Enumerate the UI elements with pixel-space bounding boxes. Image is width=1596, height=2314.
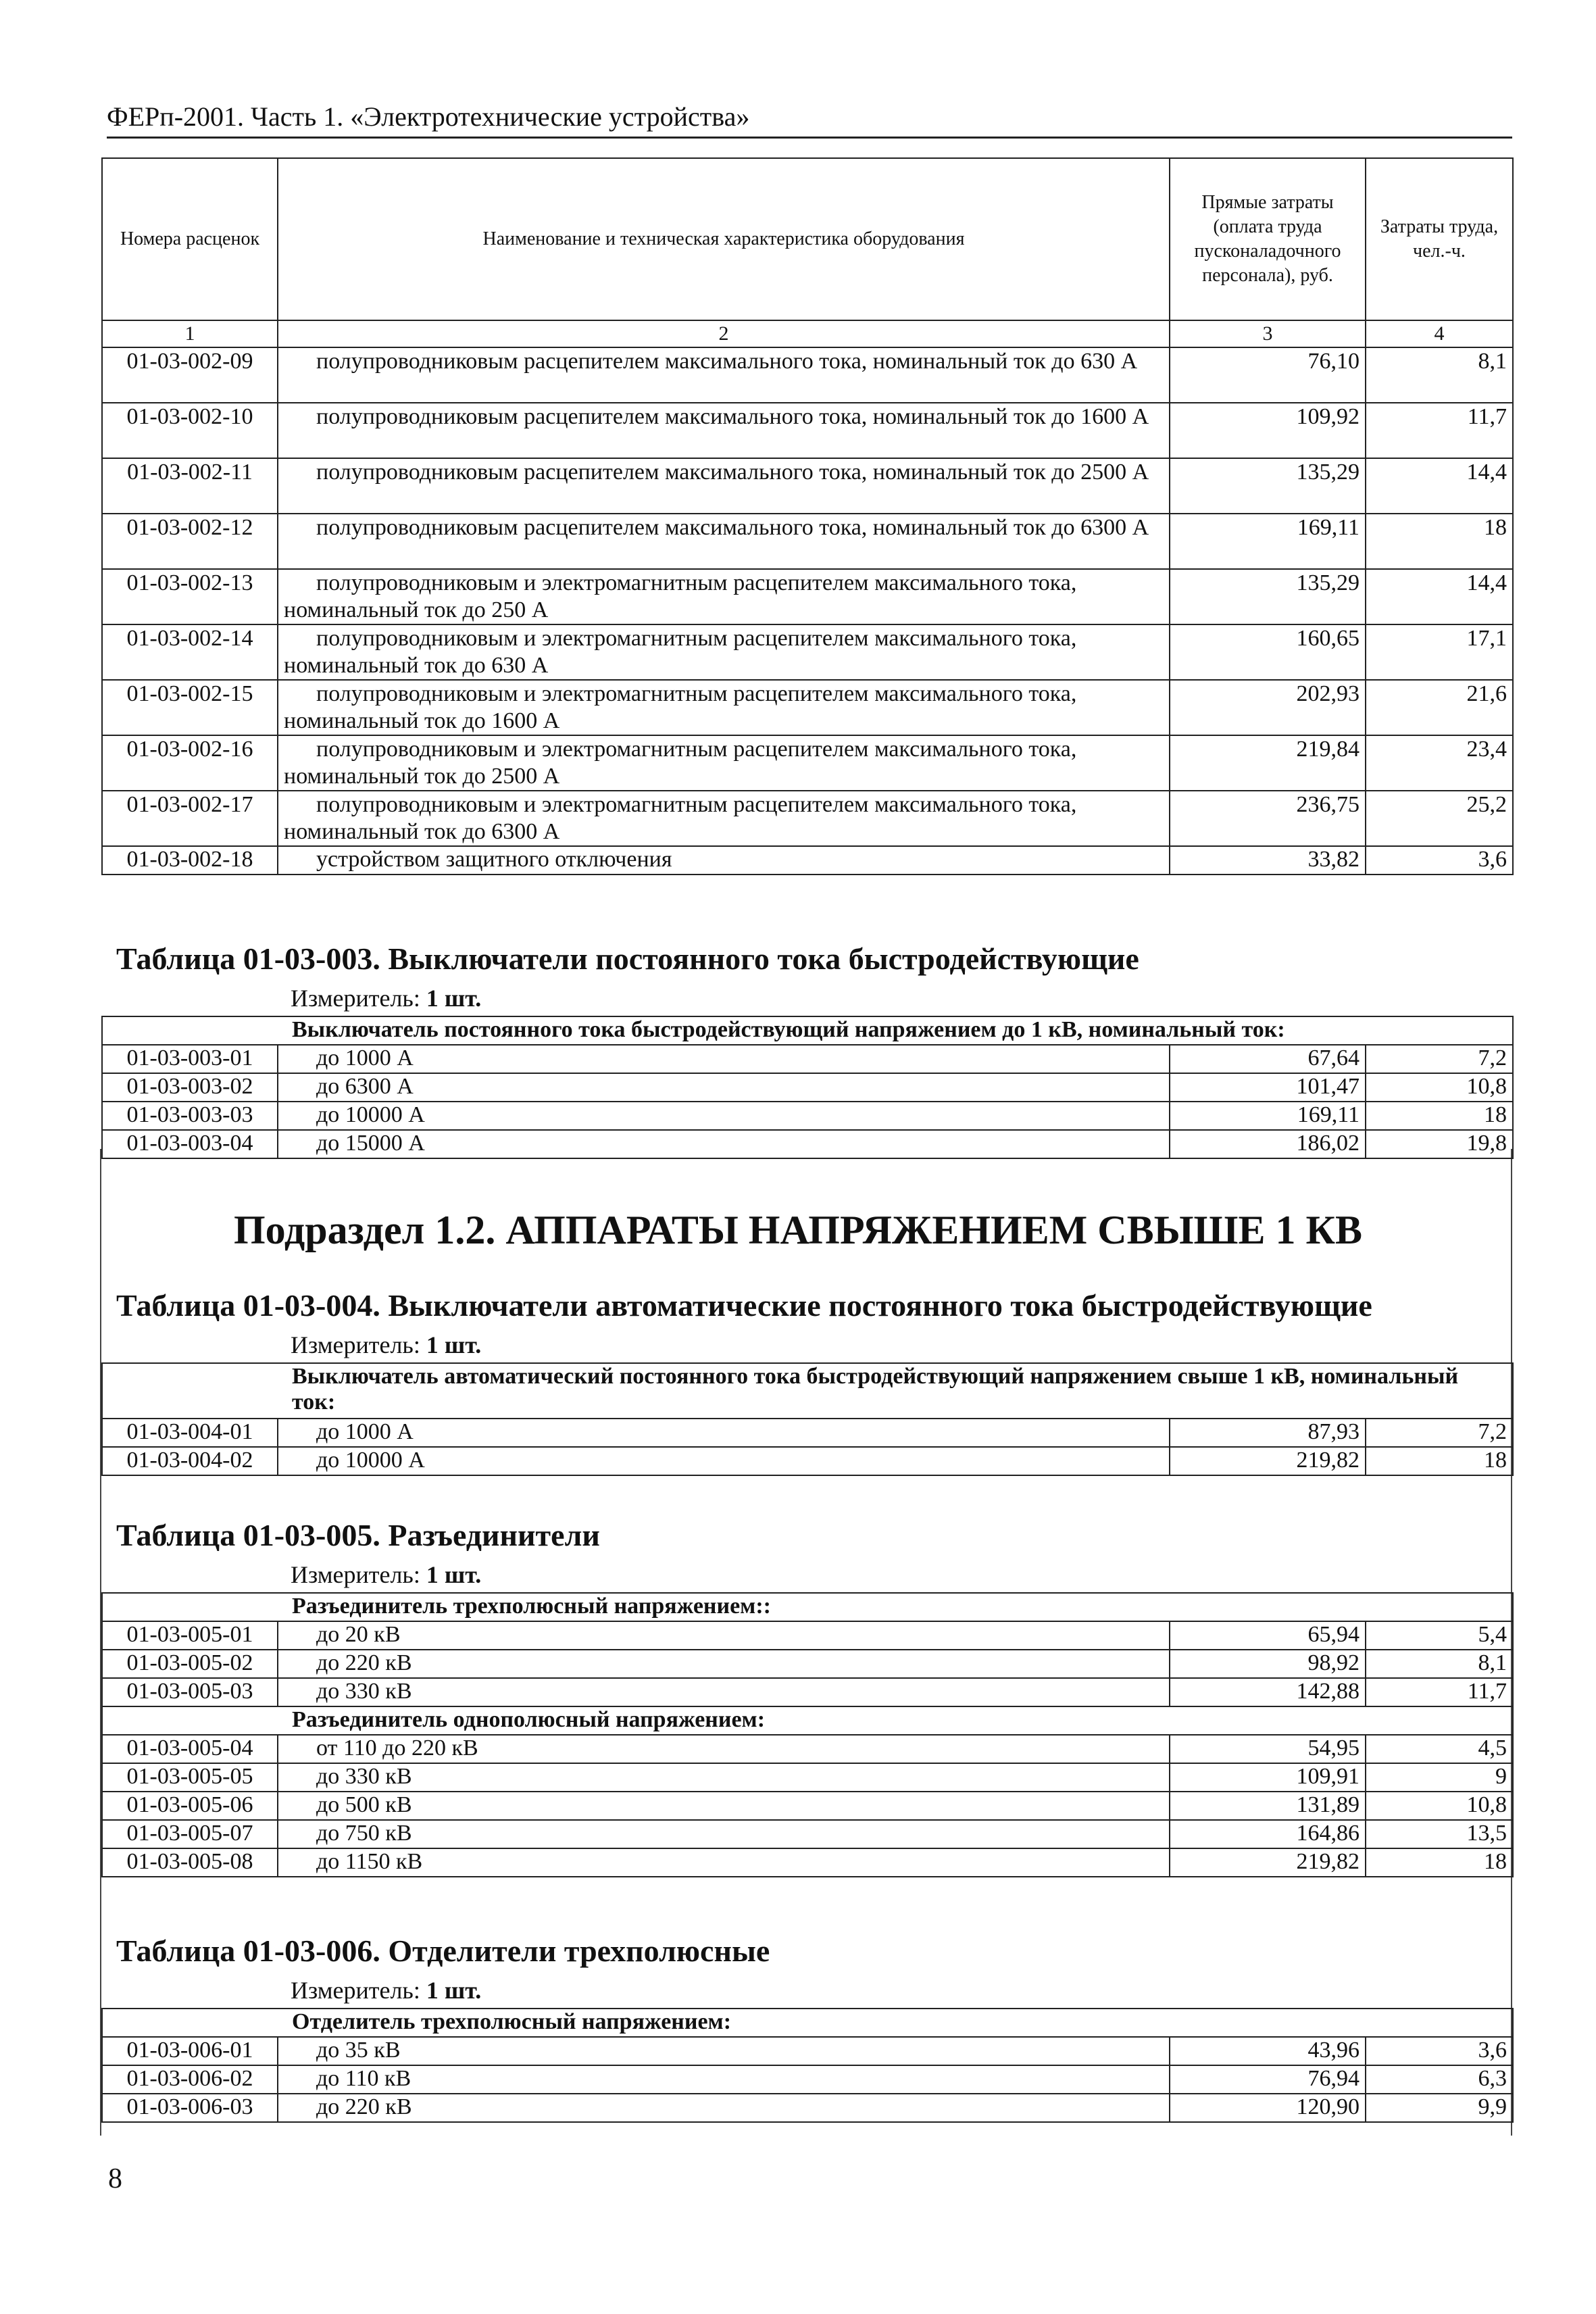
rate-labor: 5,4	[1366, 1621, 1513, 1650]
rate-cost: 109,91	[1170, 1763, 1366, 1792]
rate-cost: 164,86	[1170, 1820, 1366, 1848]
rate-name: до 20 кВ	[278, 1621, 1170, 1650]
table-006-meter	[291, 1976, 481, 2004]
rate-code: 01-03-005-08	[102, 1848, 278, 1877]
rate-code: 01-03-006-03	[102, 2094, 278, 2122]
group-heading: Отделитель трехполюсный напряжением:	[102, 2009, 1513, 2037]
rate-cost: 202,93	[1170, 680, 1366, 735]
table-row	[102, 1621, 1513, 1650]
rate-name: полупроводниковым и электромагнитным расцепителем максимального тока, номинальный ток до 6300 А	[278, 791, 1170, 846]
page-number: 8	[108, 2163, 122, 2194]
rate-name: полупроводниковым и электромагнитным расцепителем максимального тока, номинальный ток до 630 А	[278, 624, 1170, 680]
table-004-meter	[291, 1331, 481, 1359]
rate-code: 01-03-004-01	[102, 1419, 278, 1447]
rate-labor: 6,3	[1366, 2065, 1513, 2094]
rate-cost: 43,96	[1170, 2037, 1366, 2065]
rate-cost: 87,93	[1170, 1419, 1366, 1447]
table-row	[102, 1792, 1513, 1820]
rate-labor: 18	[1366, 1102, 1513, 1130]
rate-labor: 10,8	[1366, 1073, 1513, 1102]
rate-cost: 131,89	[1170, 1792, 1366, 1820]
rate-code: 01-03-002-15	[102, 680, 278, 735]
table-row	[102, 1045, 1513, 1073]
rate-code: 01-03-002-14	[102, 624, 278, 680]
rate-name: до 220 кВ	[278, 1650, 1170, 1678]
rate-labor: 4,5	[1366, 1735, 1513, 1763]
table-row	[102, 1130, 1513, 1158]
table-005-meter	[291, 1560, 481, 1589]
table-row	[102, 846, 1513, 875]
header-cost: Прямые затраты (оплата труда пусконаладочного персонала), руб.	[1170, 158, 1366, 320]
rate-name: до 1000 А	[278, 1419, 1170, 1447]
table-row	[102, 1102, 1513, 1130]
rate-name: полупроводниковым расцепителем максимального тока, номинальный ток до 1600 А	[278, 403, 1170, 458]
table-row	[102, 2065, 1513, 2094]
column-number: 4	[1366, 320, 1513, 347]
rate-cost: 67,64	[1170, 1045, 1366, 1073]
table-row	[102, 1735, 1513, 1763]
table-row	[102, 2037, 1513, 2065]
rate-cost: 169,11	[1170, 1102, 1366, 1130]
rate-labor: 11,7	[1366, 403, 1513, 458]
table-006	[101, 2008, 1514, 2123]
rate-cost: 98,92	[1170, 1650, 1366, 1678]
meter-value: 1 шт.	[426, 1561, 482, 1588]
table-003-meter	[291, 984, 481, 1012]
rate-cost: 54,95	[1170, 1735, 1366, 1763]
table-row	[102, 1678, 1513, 1706]
group-heading: Выключатель постоянного тока быстродействующий напряжением до 1 кВ, номинальный ток:	[102, 1016, 1513, 1045]
rate-code: 01-03-003-03	[102, 1102, 278, 1130]
meter-label: Измеритель:	[291, 1561, 420, 1588]
table-row	[102, 1073, 1513, 1102]
rate-cost: 76,94	[1170, 2065, 1366, 2094]
rate-name: до 6300 А	[278, 1073, 1170, 1102]
table-row	[102, 458, 1513, 514]
table-004-title: Таблица 01-03-004. Выключатели автоматические постоянного тока быстродействующие	[116, 1288, 1372, 1323]
table-row	[102, 735, 1513, 791]
rate-name: полупроводниковым расцепителем максимального тока, номинальный ток до 2500 А	[278, 458, 1170, 514]
meter-value: 1 шт.	[426, 1331, 482, 1358]
rate-cost: 186,02	[1170, 1130, 1366, 1158]
rate-name: до 15000 А	[278, 1130, 1170, 1158]
rate-labor: 14,4	[1366, 569, 1513, 624]
rate-code: 01-03-006-02	[102, 2065, 278, 2094]
rate-labor: 18	[1366, 1848, 1513, 1877]
table-003	[101, 1016, 1514, 1159]
table-row	[102, 1447, 1513, 1475]
rate-cost: 236,75	[1170, 791, 1366, 846]
table-row	[102, 403, 1513, 458]
meter-value: 1 шт.	[426, 985, 482, 1012]
rate-labor: 18	[1366, 1447, 1513, 1475]
rate-name: до 1000 А	[278, 1045, 1170, 1073]
rate-name: до 10000 А	[278, 1102, 1170, 1130]
rate-name: полупроводниковым расцепителем максимального тока, номинальный ток до 6300 А	[278, 514, 1170, 569]
rate-labor: 25,2	[1366, 791, 1513, 846]
table-row	[102, 2094, 1513, 2122]
rate-name: полупроводниковым расцепителем максимального тока, номинальный ток до 630 А	[278, 347, 1170, 403]
rate-labor: 23,4	[1366, 735, 1513, 791]
rate-code: 01-03-004-02	[102, 1447, 278, 1475]
rate-cost: 76,10	[1170, 347, 1366, 403]
meter-value: 1 шт.	[426, 1977, 482, 2004]
rate-labor: 21,6	[1366, 680, 1513, 735]
table-005	[101, 1592, 1514, 1877]
rate-name: от 110 до 220 кВ	[278, 1735, 1170, 1763]
rate-name: до 10000 А	[278, 1447, 1170, 1475]
table-006-title: Таблица 01-03-006. Отделители трехполюсные	[116, 1934, 770, 1968]
table-005-title: Таблица 01-03-005. Разъединители	[116, 1518, 600, 1552]
rate-cost: 33,82	[1170, 846, 1366, 875]
table-row	[102, 624, 1513, 680]
rate-name: полупроводниковым и электромагнитным расцепителем максимального тока, номинальный ток до 1600 А	[278, 680, 1170, 735]
rate-name: устройством защитного отключения	[278, 846, 1170, 875]
meter-label: Измеритель:	[291, 1331, 420, 1358]
meter-label: Измеритель:	[291, 1977, 420, 2004]
page-header: ФЕРп-2001. Часть 1. «Электротехнические устройства»	[107, 101, 1512, 139]
rate-name: до 220 кВ	[278, 2094, 1170, 2122]
rate-cost: 219,84	[1170, 735, 1366, 791]
rate-name: до 330 кВ	[278, 1763, 1170, 1792]
rate-code: 01-03-002-18	[102, 846, 278, 875]
rate-name: до 35 кВ	[278, 2037, 1170, 2065]
rate-name: полупроводниковым и электромагнитным расцепителем максимального тока, номинальный ток до 250 А	[278, 569, 1170, 624]
rate-cost: 109,92	[1170, 403, 1366, 458]
table-row	[102, 1763, 1513, 1792]
rate-labor: 10,8	[1366, 1792, 1513, 1820]
rate-code: 01-03-005-01	[102, 1621, 278, 1650]
rate-cost: 135,29	[1170, 458, 1366, 514]
rate-labor: 8,1	[1366, 347, 1513, 403]
table-row	[102, 680, 1513, 735]
rate-labor: 19,8	[1366, 1130, 1513, 1158]
header-name: Наименование и техническая характеристика оборудования	[278, 158, 1170, 320]
rate-code: 01-03-002-11	[102, 458, 278, 514]
rate-code: 01-03-006-01	[102, 2037, 278, 2065]
rate-labor: 17,1	[1366, 624, 1513, 680]
rate-code: 01-03-005-02	[102, 1650, 278, 1678]
table-row	[102, 1419, 1513, 1447]
group-heading: Выключатель автоматический постоянного тока быстродействующий напряжением свыше 1 кВ, номинальный ток:	[102, 1363, 1513, 1419]
table-003-title: Таблица 01-03-003. Выключатели постоянного тока быстродействующие	[116, 941, 1139, 976]
rate-code: 01-03-002-10	[102, 403, 278, 458]
rate-labor: 11,7	[1366, 1678, 1513, 1706]
rate-labor: 3,6	[1366, 846, 1513, 875]
table-row	[102, 1848, 1513, 1877]
rate-code: 01-03-002-13	[102, 569, 278, 624]
rate-code: 01-03-005-04	[102, 1735, 278, 1763]
rate-name: до 500 кВ	[278, 1792, 1170, 1820]
rate-cost: 219,82	[1170, 1848, 1366, 1877]
table-row	[102, 569, 1513, 624]
subsection-heading: Подраздел 1.2. АППАРАТЫ НАПРЯЖЕНИЕМ СВЫШЕ 1 КВ	[233, 1208, 1362, 1252]
rate-labor: 9,9	[1366, 2094, 1513, 2122]
meter-label: Измеритель:	[291, 985, 420, 1012]
rate-name: полупроводниковым и электромагнитным расцепителем максимального тока, номинальный ток до 2500 А	[278, 735, 1170, 791]
table-row	[102, 514, 1513, 569]
column-number: 2	[278, 320, 1170, 347]
rate-labor: 18	[1366, 514, 1513, 569]
rate-labor: 7,2	[1366, 1419, 1513, 1447]
rate-cost: 65,94	[1170, 1621, 1366, 1650]
rate-code: 01-03-003-01	[102, 1045, 278, 1073]
group-heading: Разъединитель однополюсный напряжением:	[102, 1706, 1513, 1735]
rate-code: 01-03-002-16	[102, 735, 278, 791]
rate-cost: 135,29	[1170, 569, 1366, 624]
rate-code: 01-03-005-07	[102, 1820, 278, 1848]
header-codes: Номера расценок	[102, 158, 278, 320]
group-heading: Разъединитель трехполюсный напряжением::	[102, 1593, 1513, 1621]
rate-cost: 219,82	[1170, 1447, 1366, 1475]
rate-code: 01-03-002-12	[102, 514, 278, 569]
rate-labor: 9	[1366, 1763, 1513, 1792]
rate-labor: 7,2	[1366, 1045, 1513, 1073]
rate-name: до 750 кВ	[278, 1820, 1170, 1848]
rate-name: до 1150 кВ	[278, 1848, 1170, 1877]
column-number: 1	[102, 320, 278, 347]
rate-labor: 3,6	[1366, 2037, 1513, 2065]
rate-labor: 8,1	[1366, 1650, 1513, 1678]
rate-labor: 14,4	[1366, 458, 1513, 514]
rate-code: 01-03-002-17	[102, 791, 278, 846]
main-rates-table	[101, 157, 1514, 875]
table-row	[102, 1650, 1513, 1678]
header-labor: Затраты труда, чел.-ч.	[1366, 158, 1513, 320]
rate-cost: 160,65	[1170, 624, 1366, 680]
rate-code: 01-03-003-04	[102, 1130, 278, 1158]
column-number: 3	[1170, 320, 1366, 347]
rate-code: 01-03-005-06	[102, 1792, 278, 1820]
rate-labor: 13,5	[1366, 1820, 1513, 1848]
table-row	[102, 1820, 1513, 1848]
rate-name: до 330 кВ	[278, 1678, 1170, 1706]
rate-cost: 120,90	[1170, 2094, 1366, 2122]
table-004	[101, 1362, 1514, 1476]
rate-code: 01-03-002-09	[102, 347, 278, 403]
rate-cost: 169,11	[1170, 514, 1366, 569]
rate-code: 01-03-005-05	[102, 1763, 278, 1792]
rate-cost: 142,88	[1170, 1678, 1366, 1706]
table-row	[102, 791, 1513, 846]
rate-code: 01-03-005-03	[102, 1678, 278, 1706]
rate-name: до 110 кВ	[278, 2065, 1170, 2094]
table-row	[102, 347, 1513, 403]
rate-code: 01-03-003-02	[102, 1073, 278, 1102]
rate-cost: 101,47	[1170, 1073, 1366, 1102]
